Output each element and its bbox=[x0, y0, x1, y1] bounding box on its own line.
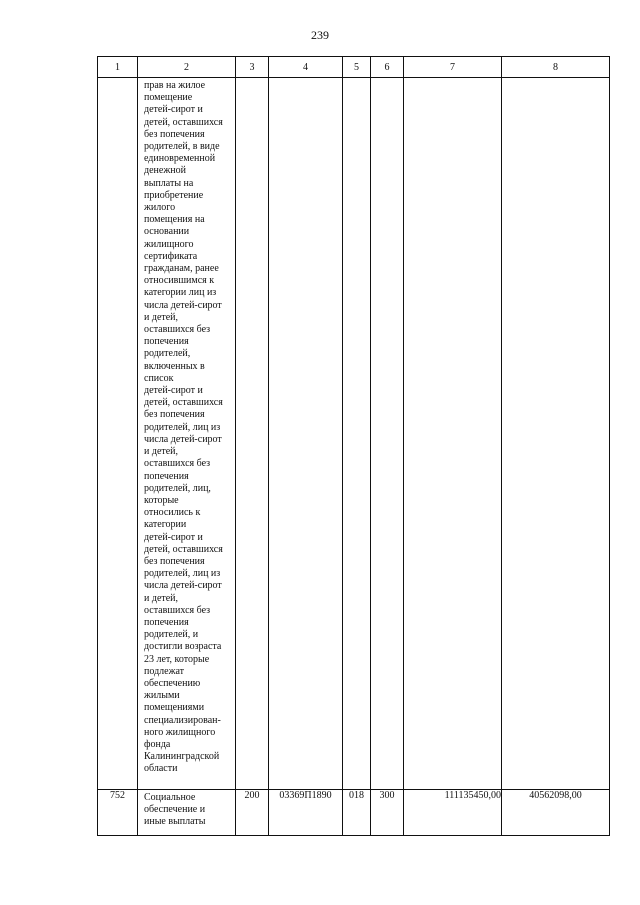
description-line: жилищного bbox=[144, 238, 194, 250]
description-line: иные выплаты bbox=[144, 816, 206, 828]
description-line: обеспечение и bbox=[144, 804, 206, 816]
description-line: детей-сирот и bbox=[144, 531, 203, 543]
header-col-1: 1 bbox=[98, 57, 138, 78]
description-line: категории bbox=[144, 519, 187, 531]
row1-col5 bbox=[343, 78, 371, 790]
description-line: без попечения bbox=[144, 128, 205, 140]
header-col-8: 8 bbox=[502, 57, 610, 78]
description-line: родителей, лиц из bbox=[144, 568, 221, 580]
description-line: обеспечению bbox=[144, 677, 201, 689]
description-line: числа детей-сирот bbox=[144, 299, 222, 311]
description-line: числа детей-сирот bbox=[144, 433, 222, 445]
description-line: сертификата bbox=[144, 250, 198, 262]
description-line: 23 лет, которые bbox=[144, 653, 210, 665]
row2-description-text bbox=[138, 790, 235, 831]
description-line: детей, оставшихся bbox=[144, 397, 223, 409]
description-line: без попечения bbox=[144, 409, 205, 421]
description-line: родителей, лиц из bbox=[144, 421, 221, 433]
description-line: попечения bbox=[144, 616, 189, 628]
description-line: и детей, bbox=[144, 311, 179, 323]
row1-col4 bbox=[269, 78, 343, 790]
description-line: специализирован- bbox=[144, 714, 221, 726]
table-row bbox=[98, 790, 610, 836]
description-line: жилого bbox=[144, 202, 176, 214]
description-line: детей, оставшихся bbox=[144, 543, 223, 555]
row1-description bbox=[138, 78, 236, 790]
description-line: фонда bbox=[144, 738, 171, 750]
row2-col7: 111135450,00 bbox=[404, 790, 502, 836]
description-line: жилыми bbox=[144, 690, 180, 702]
page-number: 239 bbox=[311, 28, 329, 42]
description-line: оставшихся без bbox=[144, 324, 211, 336]
description-line: выплаты на bbox=[144, 177, 194, 189]
description-line: детей-сирот и bbox=[144, 385, 203, 397]
header-col-2: 2 bbox=[138, 57, 236, 78]
description-line: родителей, и bbox=[144, 629, 199, 641]
description-line: гражданам, ранее bbox=[144, 263, 219, 275]
description-line: родителей, лиц, bbox=[144, 482, 211, 494]
description-line: и детей, bbox=[144, 446, 179, 458]
description-line: оставшихся без bbox=[144, 458, 211, 470]
description-line: помещениями bbox=[144, 702, 205, 714]
description-line: основании bbox=[144, 226, 190, 238]
description-line: относились к bbox=[144, 507, 201, 519]
description-line: приобретение bbox=[144, 189, 204, 201]
row2-description bbox=[138, 790, 236, 836]
description-line: достигли возраста bbox=[144, 641, 222, 653]
header-col-6: 6 bbox=[371, 57, 404, 78]
header-col-7: 7 bbox=[404, 57, 502, 78]
row1-col7 bbox=[404, 78, 502, 790]
description-line: детей, оставшихся bbox=[144, 116, 223, 128]
description-line: попечения bbox=[144, 470, 189, 482]
table-row bbox=[98, 78, 610, 790]
row1-col3 bbox=[236, 78, 269, 790]
description-line: без попечения bbox=[144, 555, 205, 567]
description-line: родителей, bbox=[144, 348, 191, 360]
row2-col8: 40562098,00 bbox=[502, 790, 610, 836]
description-line: оставшихся без bbox=[144, 604, 211, 616]
description-line: относившимся к bbox=[144, 275, 215, 287]
description-line: единовременной bbox=[144, 153, 216, 165]
description-line: попечения bbox=[144, 336, 189, 348]
row1-description-text bbox=[138, 78, 235, 778]
row2-col3: 200 bbox=[236, 790, 269, 836]
description-line: помещения на bbox=[144, 214, 205, 226]
header-col-3: 3 bbox=[236, 57, 269, 78]
row1-col8 bbox=[502, 78, 610, 790]
row2-col6: 300 bbox=[371, 790, 404, 836]
description-line: и детей, bbox=[144, 592, 179, 604]
header-col-4: 4 bbox=[269, 57, 343, 78]
description-line: ного жилищного bbox=[144, 726, 216, 738]
header-col-5: 5 bbox=[343, 57, 371, 78]
description-line: категории лиц из bbox=[144, 287, 217, 299]
row2-col5: 018 bbox=[343, 790, 371, 836]
description-line: включенных в bbox=[144, 360, 205, 372]
description-line: список bbox=[144, 372, 174, 384]
header-row bbox=[98, 57, 610, 78]
description-line: помещение bbox=[144, 92, 193, 104]
row1-col6 bbox=[371, 78, 404, 790]
row1-col1 bbox=[98, 78, 138, 790]
description-line: подлежат bbox=[144, 665, 185, 677]
description-line: Социальное bbox=[144, 792, 196, 803]
description-line: детей-сирот и bbox=[144, 104, 203, 116]
description-line: прав на жилое bbox=[144, 80, 206, 91]
description-line: Калининградской bbox=[144, 751, 220, 763]
row2-col1: 752 bbox=[98, 790, 138, 836]
budget-table bbox=[97, 56, 610, 836]
row2-col4: 03369П1890 bbox=[269, 790, 343, 836]
description-line: денежной bbox=[144, 165, 186, 177]
description-line: которые bbox=[144, 494, 179, 506]
description-line: области bbox=[144, 763, 178, 775]
description-line: числа детей-сирот bbox=[144, 580, 222, 592]
description-line: родителей, в виде bbox=[144, 141, 220, 153]
